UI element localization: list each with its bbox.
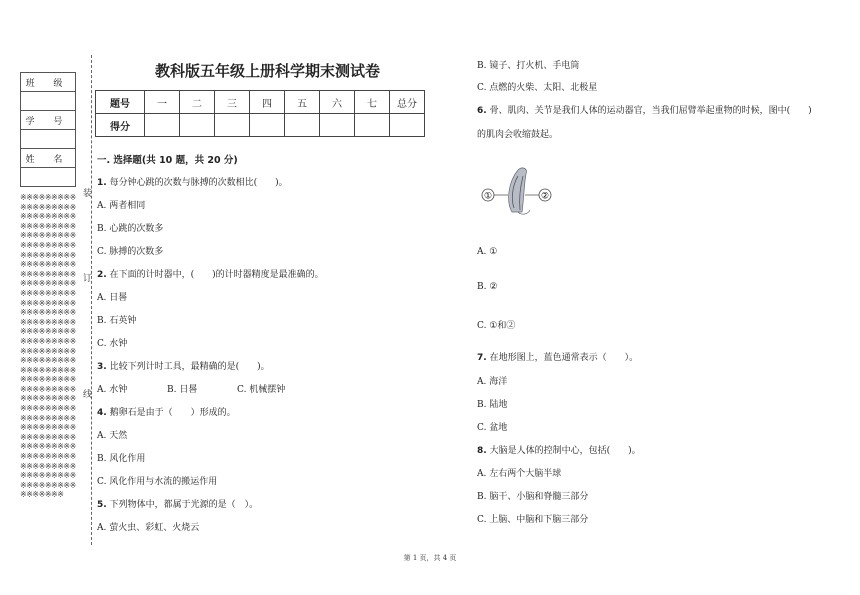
score-header-cell: 一 (145, 91, 180, 114)
q5-option-a[interactable]: A. 萤火虫、彩虹、火烧云 (97, 523, 200, 533)
name-field[interactable] (21, 168, 76, 187)
figure-label-1: ① (483, 191, 493, 202)
question-text: 在地形图上，蓝色通常表示（ ）。 (489, 353, 639, 363)
question-text: 鹅卵石是由于（ ）形成的。 (109, 408, 236, 418)
question-text: 在下面的计时器中，( )的计时器精度是最准确的。 (109, 270, 324, 280)
q1-option-c[interactable]: C. 脉搏的次数多 (97, 247, 164, 257)
score-cell[interactable] (145, 114, 180, 137)
question-4 (97, 405, 236, 418)
question-number: 4. (97, 408, 107, 418)
score-cell[interactable] (285, 114, 320, 137)
q7-option-a[interactable]: A. 海洋 (477, 377, 508, 387)
q6-option-a[interactable]: A. ① (477, 247, 498, 257)
binding-mark-xian: 线 (83, 390, 93, 400)
q4-option-a[interactable]: A. 天然 (97, 431, 128, 441)
question-text: 下列物体中，都属于光源的是（ ）。 (109, 500, 259, 510)
question-text: 骨、肌肉、关节是我们人体的运动器官，当我们屈臂举起重物的时候，图中( ) (489, 106, 812, 116)
score-header-row (96, 91, 425, 114)
question-number: 1. (97, 178, 107, 188)
score-cell[interactable] (320, 114, 355, 137)
id-label: 学 号 (21, 111, 76, 130)
question-7 (477, 350, 638, 363)
q4-option-c[interactable]: C. 风化作用与水流的搬运作用 (97, 477, 218, 487)
binding-mark-ding: 订 (83, 274, 93, 284)
q2-option-b[interactable]: B. 石英钟 (97, 316, 137, 326)
score-header-cell: 题号 (96, 91, 145, 114)
q4-option-b[interactable]: B. 风化作用 (97, 454, 146, 464)
q5-option-c[interactable]: C. 点燃的火柴、太阳、北极星 (477, 83, 598, 93)
page-footer: 第 1 页，共 4 页 (403, 554, 457, 562)
q8-option-a[interactable]: A. 左右两个大脑半球 (477, 469, 562, 479)
q7-option-b[interactable]: B. 陆地 (477, 400, 508, 410)
score-header-cell: 三 (215, 91, 250, 114)
question-2 (97, 267, 324, 280)
page-title: 教科版五年级上册科学期末测试卷 (154, 62, 380, 80)
q3-option-c[interactable]: C. 机械摆钟 (237, 385, 286, 395)
binding-dashed-line (91, 55, 92, 545)
section-heading: 一. 选择题(共 10 题，共 20 分) (97, 155, 238, 166)
q1-option-a[interactable]: A. 两者相同 (97, 201, 146, 211)
score-cell[interactable] (250, 114, 285, 137)
score-cell[interactable] (355, 114, 390, 137)
class-field[interactable] (21, 92, 76, 111)
score-cell[interactable] (390, 114, 425, 137)
binding-mark-zhuang: 装 (83, 189, 93, 199)
question-number: 3. (97, 362, 107, 372)
upper-arm-shape (509, 168, 527, 212)
question-3 (97, 359, 270, 372)
score-header-cell: 五 (285, 91, 320, 114)
question-text: 每分钟心跳的次数与脉搏的次数相比( )。 (109, 178, 288, 188)
q7-option-c[interactable]: C. 盆地 (477, 423, 508, 433)
question-8 (477, 443, 641, 456)
figure-label-2: ② (540, 191, 550, 202)
score-row-label: 得分 (96, 114, 145, 137)
question-5 (97, 497, 258, 510)
score-header-cell: 二 (180, 91, 215, 114)
arm-muscle-figure (478, 164, 558, 224)
q2-option-a[interactable]: A. 日晷 (97, 293, 128, 303)
score-table (95, 90, 425, 137)
score-cell[interactable] (215, 114, 250, 137)
q6-option-c[interactable]: C. ①和② (477, 321, 516, 331)
q8-option-b[interactable]: B. 脑干、小脑和脊髓三部分 (477, 492, 589, 502)
score-header-cell: 四 (250, 91, 285, 114)
q1-option-b[interactable]: B. 心跳的次数多 (97, 224, 164, 234)
id-field[interactable] (21, 130, 76, 149)
student-info-box (20, 72, 76, 187)
score-cell[interactable] (180, 114, 215, 137)
q5-option-b[interactable]: B. 镜子、打火机、手电筒 (477, 61, 580, 71)
binding-hatch-pattern: ※※※※※※※※※※※※※※※※※※※※※※※※※※※※※※※※※※※※※※※※※※※※※※※※※※※※※※※※※※※※※※※※※※※※※※※※※※※※※※※※※※※※※※※※※※※※※※※※※※※※※※※※※※※※※※※※※※※※※※※※※※※※※※※※※※※※※※※※※※※※※※※※※※※※※※※※※※※※※※※※※※※※※※※※※※※※※※※※※※※※※※※※※※※※※※※※※※※※※※※※※※※※※※※※※※※※※※※※※※※※※※※※※※※※※※※※※※※※※※※※※※※※※※※※※※※※※※※※※※※※※※※※※※※※※※※※※※※※※※※※※※※※※※ (20, 193, 76, 500)
q2-option-c[interactable]: C. 水钟 (97, 339, 128, 349)
name-label: 姓 名 (21, 149, 76, 168)
class-label: 班 级 (21, 73, 76, 92)
question-number: 8. (477, 446, 487, 456)
q8-option-c[interactable]: C. 上脑、中脑和下脑三部分 (477, 515, 589, 525)
question-1 (97, 175, 288, 188)
score-header-cell: 总分 (390, 91, 425, 114)
question-6-continued: 的肌肉会收缩鼓起。 (477, 130, 559, 140)
score-row (96, 114, 425, 137)
question-text: 比较下列计时工具，最精确的是( )。 (109, 362, 270, 372)
question-number: 6. (477, 106, 487, 116)
q3-option-a[interactable]: A. 水钟 (97, 385, 128, 395)
q3-option-b[interactable]: B. 日晷 (167, 385, 198, 395)
question-number: 7. (477, 353, 487, 363)
question-number: 5. (97, 500, 107, 510)
question-text: 大脑是人体的控制中心，包括( )。 (489, 446, 641, 456)
q6-option-b[interactable]: B. ② (477, 282, 498, 292)
question-number: 2. (97, 270, 107, 280)
score-header-cell: 六 (320, 91, 355, 114)
score-header-cell: 七 (355, 91, 390, 114)
question-6 (477, 103, 812, 116)
